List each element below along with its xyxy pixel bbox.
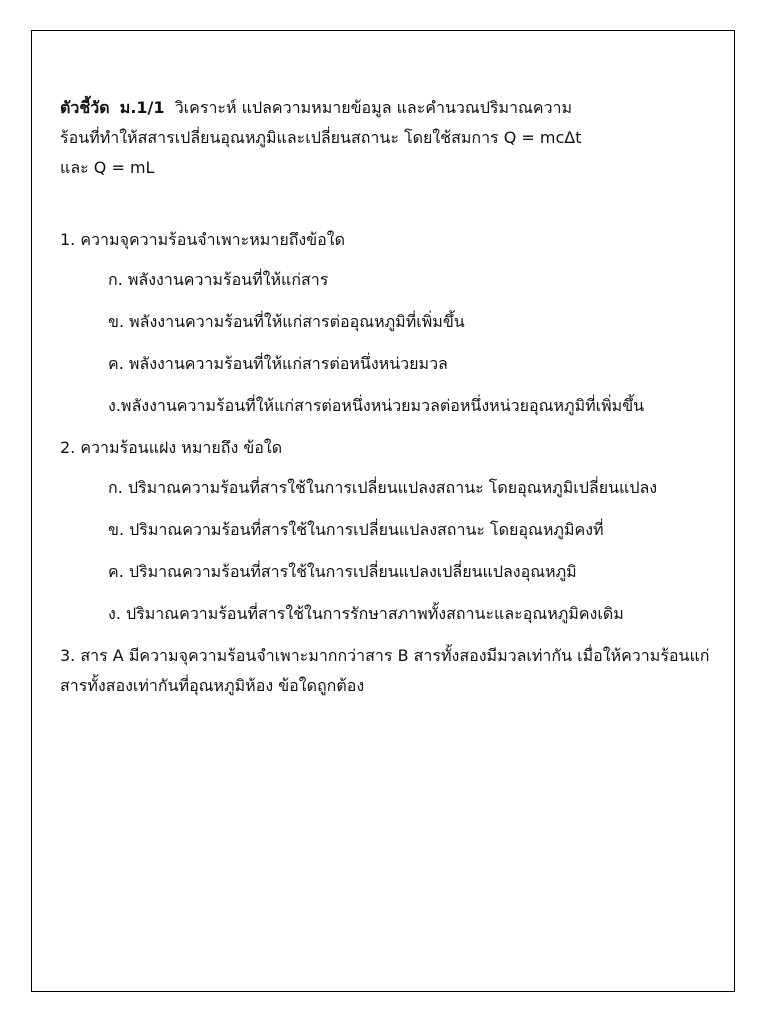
question-2-option-b: ข. ปริมาณความร้อนที่สารใช้ในการเปลี่ยนแปลงสถานะ โดยอุณหภูมิคงที่ xyxy=(108,520,604,539)
document-page xyxy=(31,30,735,992)
question-2-stem: 2. ความร้อนแฝง หมายถึง ข้อใด xyxy=(60,438,283,457)
indicator-text-1: วิเคราะห์ แปลความหมายข้อมูล และคำนวณปริมาณความ xyxy=(174,98,573,117)
indicator-label: ตัวชี้วัด xyxy=(60,98,110,117)
indicator-code: ม.1/1 xyxy=(119,98,165,117)
question-1 xyxy=(60,225,710,421)
question-2-option-c: ค. ปริมาณความร้อนที่สารใช้ในการเปลี่ยนแปลงเปลี่ยนแปลงอุณหภูมิ xyxy=(108,562,577,581)
question-1-option-a: ก. พลังงานความร้อนที่ให้แก่สาร xyxy=(108,270,329,289)
document-content xyxy=(60,93,710,701)
indicator-text-3: และ Q = mL xyxy=(60,158,155,177)
question-1-option-b: ข. พลังงานความร้อนที่ให้แก่สารต่ออุณหภูมิที่เพิ่มขึ้น xyxy=(108,312,465,331)
question-1-option-c: ค. พลังงานความร้อนที่ให้แก่สารต่อหนึ่งหน่วยมวล xyxy=(108,354,448,373)
question-2 xyxy=(60,433,710,629)
indicator-text-2: ร้อนที่ทำให้สสารเปลี่ยนอุณหภูมิและเปลี่ยนสถานะ โดยใช้สมการ Q = mcΔt xyxy=(60,128,582,147)
question-3-stem: 3. สาร A มีความจุความร้อนจำเพาะมากกว่าสาร B สารทั้งสองมีมวลเท่ากัน เมื่อให้ความร้อนแก่สารทั้งสองเท่ากันที่อุณหภูมิห้อง ข้อใดถูกต้อง xyxy=(60,646,710,695)
question-2-option-d: ง. ปริมาณความร้อนที่สารใช้ในการรักษาสภาพทั้งสถานะและอุณหภูมิคงเดิม xyxy=(108,604,624,623)
question-1-stem: 1. ความจุความร้อนจำเพาะหมายถึงข้อใด xyxy=(60,230,345,249)
question-1-option-d: ง.พลังงานความร้อนที่ให้แก่สารต่อหนึ่งหน่วยมวลต่อหนึ่งหน่วยอุณหภูมิที่เพิ่มขึ้น xyxy=(108,396,645,415)
indicator-block xyxy=(60,93,710,183)
indicator-line-1 xyxy=(60,93,710,123)
question-3 xyxy=(60,641,710,701)
question-2-option-a: ก. ปริมาณความร้อนที่สารใช้ในการเปลี่ยนแปลงสถานะ โดยอุณหภูมิเปลี่ยนแปลง xyxy=(108,478,658,497)
